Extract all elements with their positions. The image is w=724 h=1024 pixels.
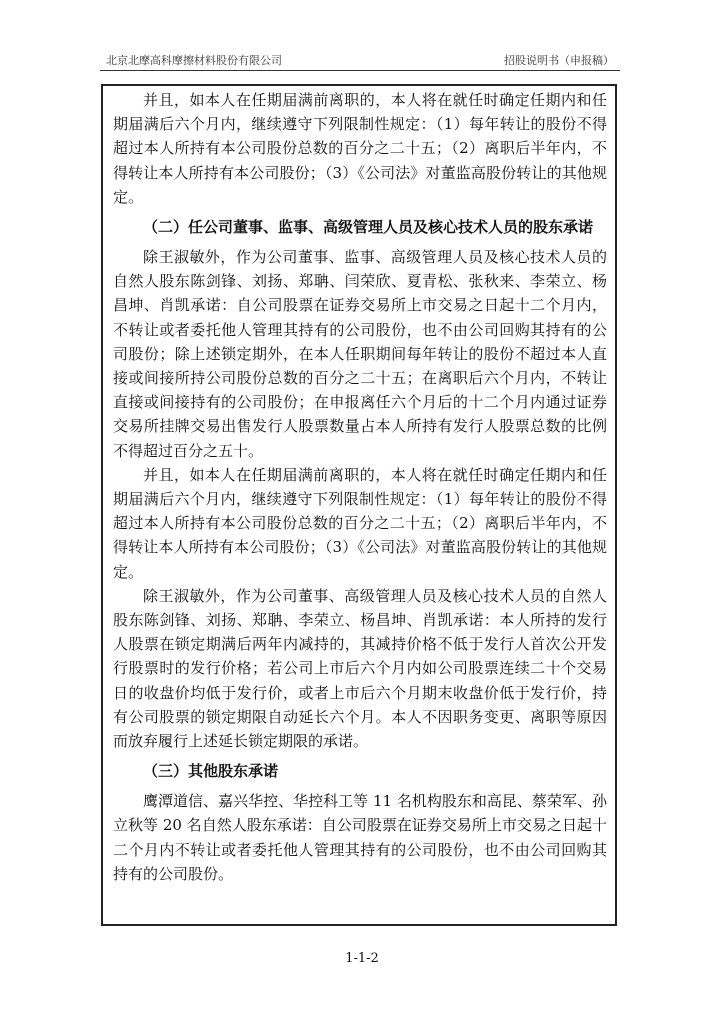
page-number: 1-1-2: [345, 951, 379, 966]
content-frame: [101, 84, 617, 926]
header-company-name: 北京北摩高科摩擦材料股份有限公司: [106, 54, 282, 67]
section-heading-other-shareholders: （三）其他股东承诺: [143, 762, 279, 781]
paragraph-other-shareholders-lockup: 鹰潭道信、嘉兴华控、华控科工等 11 名机构股东和高昆、蔡荣军、孙立秋等 20 名自然人股东承诺：自公司股票在证券交易所上市交易之日起十二个月内不转让或者委托他人管理其持有的公司股份，也不由公司回购其持有的公司股份。: [113, 792, 607, 883]
paragraph-resignation-restrictions-1: 并且，如本人在任期届满前离职的，本人将在就任时确定任期内和任期届满后六个月内，继续遵守下列限制性规定：（1）每年转让的股份不得超过本人所持有本公司股份总数的百分之二十五；（2）离职后半年内，不得转让本人所持有本公司股份；（3）《公司法》对董监高股份转让的其他规定。: [113, 91, 607, 206]
header-document-type: 招股说明书（申报稿）: [504, 54, 614, 67]
paragraph-reduction-price-commitment: 除王淑敏外，作为公司董事、高级管理人员及核心技术人员的自然人股东陈剑锋、刘扬、郑聃、李荣立、杨昌坤、肖凯承诺：本人所持的发行人股票在锁定期满后两年内减持的，其减持价格不低于发行人首次公开发行股票时的发行价格；若公司上市后六个月内如公司股票连续二十个交易日的收盘价均低于发行价，或者上市后六个月期末收盘价低于发行价，持有公司股票的锁定期限自动延长六个月。本人不因职务变更、离职等原因而放弃履行上述延长锁定期限的承诺。: [113, 586, 607, 751]
paragraph-directors-lockup: 除王淑敏外，作为公司董事、监事、高级管理人员及核心技术人员的自然人股东陈剑锋、刘扬、郑聃、闫荣欣、夏青松、张秋来、李荣立、杨昌坤、肖凯承诺：自公司股票在证券交易所上市交易之日起十二个月内，不转让或者委托他人管理其持有的公司股份，也不由公司回购其持有的公司股份；除上述锁定期外，在本人任职期间每年转让的股份不超过本人直接或间接所持公司股份总数的百分之二十五；在离职后六个月内，不转让直接或间接持有的公司股份；在申报离任六个月后的十二个月内通过证券交易所挂牌交易出售发行人股票数量占本人所持有发行人股票总数的比例不得超过百分之五十。: [113, 248, 607, 460]
header-divider: [100, 70, 620, 71]
page-header: [100, 50, 620, 68]
paragraph-resignation-restrictions-2: 并且，如本人在任期届满前离职的，本人将在就任时确定任期内和任期届满后六个月内，继续遵守下列限制性规定：（1）每年转让的股份不得超过本人所持有本公司股份总数的百分之二十五；（2）离职后半年内，不得转让本人所持有本公司股份；（3）《公司法》对董监高股份转让的其他规定。: [113, 465, 607, 581]
section-heading-directors-commitment: （二）任公司董事、监事、高级管理人员及核心技术人员的股东承诺: [143, 218, 594, 237]
